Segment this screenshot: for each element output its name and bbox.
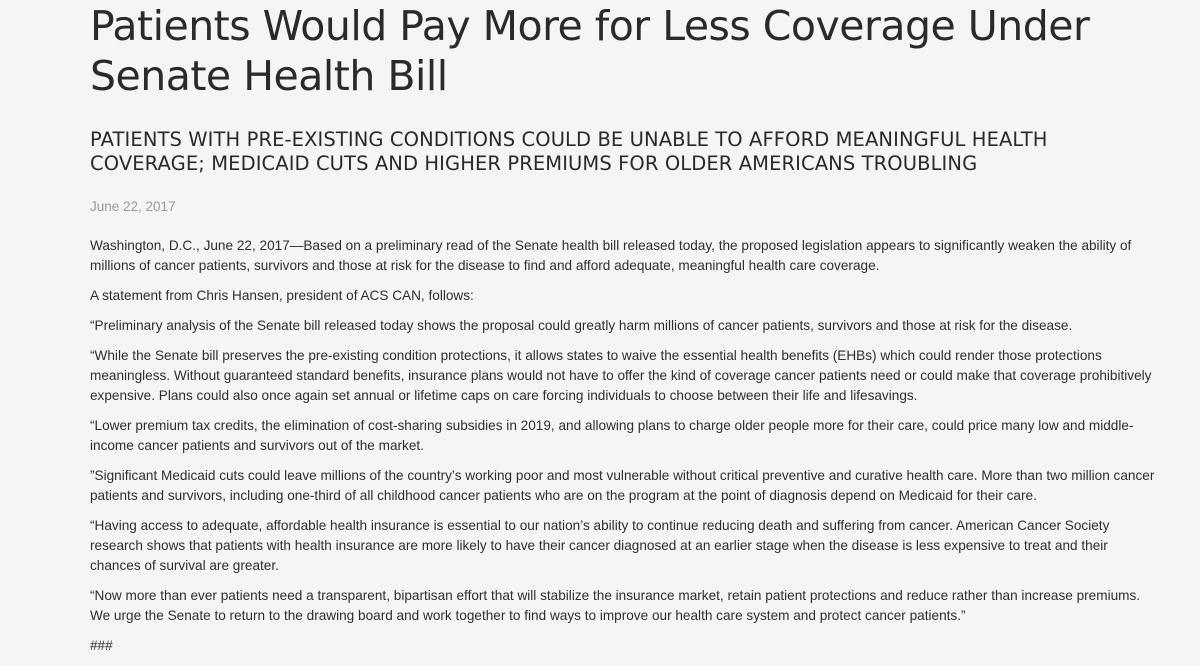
paragraph-quote-access: “Having access to adequate, affordable health insurance is essential to our nation’s ability to continue reducing death and suffering from cancer. American Cancer Society research shows that patients with health insurance are more likely to have their cancer diagnosed at an earlier stage when the disease is less expensive to treat and their chances of survival are greater.	[90, 518, 1110, 573]
paragraph-quote-medicaid: ”Significant Medicaid cuts could leave millions of the country’s working poor and most vulnerable without critical preventive and curative health care. More than two million cancer patients and survivors, including one-third of all childhood cancer patients who are on the program at the point of diagnosis depend on Medicaid for their care.	[90, 468, 1155, 503]
paragraph-quote-analysis: “Preliminary analysis of the Senate bill released today shows the proposal could greatly harm millions of cancer patients, survivors and those at risk for the disease.	[90, 318, 1073, 333]
press-release-article	[90, 0, 1160, 653]
article-headline: Patients Would Pay More for Less Coverage Under Senate Health Bill	[90, 2, 1090, 100]
paragraph-quote-ehb: “While the Senate bill preserves the pre-existing condition protections, it allows states to waive the essential health benefits (EHBs) which could render those protections meaningless. Without guaranteed standard benefits, insurance plans would not have to offer the kind of coverage cancer patients need or could make that coverage prohibitively expensive. Plans could also once again set annual or lifetime caps on care forcing individuals to choose between their life and lifesavings.	[90, 348, 1152, 403]
paragraph-quote-premiums: “Lower premium tax credits, the elimination of cost-sharing subsidies in 2019, and allowing plans to charge older people more for their care, could price many low and middle-income cancer patients and survivors out of the market.	[90, 418, 1134, 453]
article-subheadline: PATIENTS WITH PRE-EXISTING CONDITIONS COULD BE UNABLE TO AFFORD MEANINGFUL HEALTH COVERAGE; MEDICAID CUTS AND HIGHER PREMIUMS FOR OLDER AMERICANS TROUBLING	[90, 128, 1048, 175]
end-marker: ###	[90, 638, 113, 653]
paragraph-statement-lead: A statement from Chris Hansen, president of ACS CAN, follows:	[90, 288, 474, 303]
article-date: June 22, 2017	[90, 199, 176, 214]
paragraph-quote-closing: “Now more than ever patients need a transparent, bipartisan effort that will stabilize the insurance market, retain patient protections and reduce rather than increase premiums. We urge the Senate to return to the drawing board and work together to find ways to improve our health care system and protect cancer patients.”	[90, 588, 1141, 623]
article-body	[90, 236, 1155, 666]
paragraph-intro: Washington, D.C., June 22, 2017—Based on a preliminary read of the Senate health bill released today, the proposed legislation appears to significantly weaken the ability of millions of cancer patients, survivors and those at risk for the disease to find and afford adequate, meaningful health care coverage.	[90, 238, 1132, 273]
